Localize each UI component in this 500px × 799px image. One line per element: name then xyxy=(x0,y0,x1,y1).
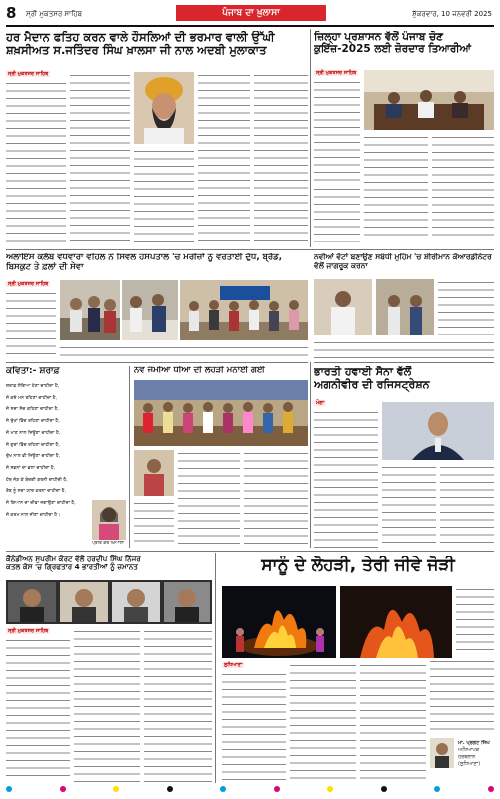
court-column-1 xyxy=(6,637,70,782)
lead-story-column-4 xyxy=(198,72,250,246)
poem-line: ਦੁੱਖ ਨਾਲ ਵੀ ਜਿਊਣਾ ਚਾਹੀਦਾ ਹੈ, xyxy=(6,454,61,460)
hospital-headline: ਅਲਾਇੰਸ ਕਲੱਬ ਵਧਵਾਰਾ ਵਹਿਲ ਨੇ ਸਿਵਲ ਹਸਪਤਾਲ 'ਚ ਮਰੀਜ਼ਾਂ ਨੂੰ ਵਰਤਾਈ ਦੁੱਧ, ਬ੍ਰੈਡ, ਬਿਸਕੁਟ ਤੇ ਫ਼ਲਾਂ ਦੀ ਸੇਵਾ xyxy=(6,253,282,272)
admin-story-column-1b xyxy=(314,186,360,242)
lohri-fire-photo xyxy=(340,586,452,658)
poem-headline: ਕਵਿਤਾ:- ਸ਼ਰਾਫ਼ xyxy=(6,366,60,376)
accused-photos xyxy=(6,580,212,624)
poem-line: ਹੱਥ ਜੋੜ ਕੇ ਬੰਦਗੀ ਕਰਨੀ ਚਾਹੀਦੀ ਹੈ, xyxy=(6,477,68,483)
lohri-main-column-3 xyxy=(360,662,426,782)
registration-dot xyxy=(6,786,12,792)
court-headline-line2: ਕਤਲ ਕੇਸ 'ਚ ਗ੍ਰਿਫਤਾਰ 4 ਭਾਰਤੀਆਂ ਨੂੰ ਜ਼ਮਾਨਤ xyxy=(6,562,138,572)
lohri-daughters-photo xyxy=(134,380,308,446)
admin-story-column-1 xyxy=(314,79,360,181)
admin-headline: ਜ਼ਿਲ੍ਹਾ ਪ੍ਰਸ਼ਾਸਨ ਵੱਲੋਂ ਪੰਜਾਬ ਚੋਣ ਕੁਇੱਜ਼-2025 ਲਈ ਜ਼ੋਰਦਾਰ ਤਿਆਰੀਆਂ xyxy=(314,31,471,56)
column-divider xyxy=(215,553,216,783)
court-headline xyxy=(6,555,212,577)
registration-dot xyxy=(488,786,494,792)
lohri-daughters-column-0 xyxy=(134,500,174,548)
hospital-photo-3 xyxy=(180,280,308,340)
byline: ਸ੍ਰੀ ਮੁਕਤਸਰ ਸਾਹਿਬ xyxy=(316,70,357,76)
lohri-daughters-column-1 xyxy=(178,450,240,548)
voters-photo-2 xyxy=(376,279,434,335)
hospital-story-column xyxy=(6,290,56,358)
registration-dot xyxy=(381,786,387,792)
registration-dot xyxy=(167,786,173,792)
registration-dot xyxy=(113,786,119,792)
lead-headline-line2: ਸ਼ਖ਼ਸੀਅਤ ਸ.ਜਤਿੰਦਰ ਸਿੰਘ ਖ਼ਾਲਸਾ ਜੀ ਨਾਲ ਅਦਬੀ ਮੁਲਾਕਾਤ xyxy=(6,43,267,58)
official-portrait xyxy=(382,402,494,460)
column-divider xyxy=(129,366,130,548)
registration-dot xyxy=(60,786,66,792)
agniveer-column-3 xyxy=(440,464,494,548)
header-rule xyxy=(6,25,494,27)
voters-photo-1 xyxy=(314,279,372,335)
hospital-story-text xyxy=(60,344,308,358)
poem-line: ਜੋ ਕਦੇ ਮਨ ਰਹਿਣਾ ਚਾਹੀਦਾ ਹੈ, xyxy=(6,395,58,401)
agniveer-column-2 xyxy=(382,464,436,548)
page-number: 8 xyxy=(6,4,17,22)
lohri-main-column-4 xyxy=(430,658,494,734)
section-divider xyxy=(6,249,494,250)
byline: ਸ੍ਰੀ ਮੁਕਤਸਰ ਸਾਹਿਬ xyxy=(8,71,49,77)
court-column-3 xyxy=(144,628,212,782)
voters-headline: ਨਵੀਆਂ ਵੋਟਾਂ ਬਣਾਉਣ ਸਬੰਧੀ ਮੁਹਿੰਮ 'ਚ ਸ਼ੀਰੀਮਾਨ ਕੋਆਰਡੀਨੇਟਰ ਵੱਲੋਂ ਜਾਗਰੂਕ ਕਰਨਾ xyxy=(314,253,492,270)
lohri-daughters-headline: ਨਵ ਜੰਮੀਆ ਧੀਆ ਦੀ ਲੋਹੜੀ ਮਨਾਈ ਗਈ xyxy=(134,366,265,375)
section-divider xyxy=(6,551,494,552)
poem-line: ਜੋ ਸਦਾ ਸੱਚ ਕਹਿਣਾ ਚਾਹੀਦਾ ਹੈ, xyxy=(6,407,59,413)
edition-city: ਸ੍ਰੀ ਮੁਕਤਸਰ ਸਾਹਿਬ xyxy=(26,10,83,18)
page-header xyxy=(6,4,494,24)
author-name: ਮਾ. ਪ੍ਰਗਟ ਸਿੰਘ xyxy=(458,740,490,746)
author-details: ਅਧਿਆਪਕ ਹਰਬਲਾਨ (ਲੁਧਿਆਣਾ) xyxy=(458,747,481,767)
lohri-main-column-1 xyxy=(222,671,286,782)
hospital-photo-1 xyxy=(60,280,120,340)
agniveer-column-1 xyxy=(314,409,378,548)
lead-headline xyxy=(6,31,308,67)
registration-dot xyxy=(327,786,333,792)
lead-story-column-3 xyxy=(134,148,194,246)
voters-story-column xyxy=(438,279,494,335)
lohri-daughters-column-2 xyxy=(244,450,308,548)
portrait-photo xyxy=(134,72,194,144)
lead-story-column-1 xyxy=(6,80,66,246)
poem-line: ਜੋ ਮਾਣ ਨਾਲ ਜਿਊਣਾ ਚਾਹੀਦਾ ਹੈ, xyxy=(6,430,61,436)
admin-story-column-2 xyxy=(364,134,428,242)
voters-story-text xyxy=(314,339,494,358)
author-photo xyxy=(430,738,454,768)
poem-line: ਜੋ ਸਭਨਾਂ ਦਾ ਭਲਾ ਚਾਹੀਦਾ ਹੈ, xyxy=(6,465,56,471)
admin-story-column-3 xyxy=(432,134,494,242)
column-divider xyxy=(310,29,311,247)
lead-headline-line1: ਹਰ ਮੈਦਾਨ ਫਤਿਹ ਕਰਨ ਵਾਲੇ ਹੌਸਲਿਆਂ ਦੀ ਭਰਮਾਰ ਵਾਲੀ ਉੱਘੀ xyxy=(6,31,275,44)
section-divider xyxy=(314,362,494,363)
print-registration-marks xyxy=(6,786,494,792)
byline: ਸ੍ਰੀ ਮੁਕਤਸਰ ਸਾਹਿਬ xyxy=(8,281,49,287)
lohri-bonfire-photo xyxy=(222,586,336,658)
court-headline-line1: ਕੈਨੇਡੀਅਨ ਸੁਪਰੀਮ ਕੋਰਟ ਵੱਲੋਂ ਹਰਦੀਪ ਸਿੰਘ ਨਿੱਜਰ xyxy=(6,555,141,563)
lead-story-column-5 xyxy=(254,72,308,246)
issue-date: ਸ਼ੁੱਕਰਵਾਰ, 10 ਜਨਵਰੀ 2025 xyxy=(412,10,492,18)
inset-photo xyxy=(134,450,174,496)
court-column-2 xyxy=(74,628,140,782)
agniveer-headline-line1: ਭਾਰਤੀ ਹਵਾਈ ਸੈਨਾ ਵੱਲੋਂ xyxy=(314,366,412,378)
section-divider xyxy=(6,362,308,363)
meeting-photo xyxy=(364,70,494,130)
author-box xyxy=(458,740,494,770)
lohri-main-headline: ਸਾਨੂੰ ਦੇ ਲੋਹੜੀ, ਤੇਰੀ ਜੀਵੇ ਜੋੜੀ xyxy=(261,556,455,575)
hospital-photo-2 xyxy=(122,280,178,340)
poem-line: ਰੱਬ ਨੂੰ ਸਦਾ ਯਾਦ ਕਰਨਾ ਚਾਹੀਦਾ ਹੈ, xyxy=(6,489,67,495)
lohri-main-column-intro xyxy=(456,586,494,654)
byline: ਸ੍ਰੀ ਮੁਕਤਸਰ ਸਾਹਿਬ xyxy=(8,628,49,634)
registration-dot xyxy=(220,786,226,792)
section-title: ਪੰਜਾਬ ਦਾ ਖ਼ੁਲਾਸਾ xyxy=(176,5,326,21)
poem-line: ਜੋ ਕਰਮ ਨਾਲ ਜੀਣਾ ਚਾਹੀਦਾ ਹੈ। xyxy=(6,512,61,518)
column-divider xyxy=(310,362,311,548)
byline: ਮੋਗਾ xyxy=(316,400,325,406)
agniveer-headline-line2: ਅਗਨੀਵੀਰ ਦੀ ਰਜਿਸਟ੍ਰੇਸ਼ਨ xyxy=(314,377,430,391)
registration-dot xyxy=(274,786,280,792)
poet-photo xyxy=(92,500,126,540)
lead-story-column-2 xyxy=(70,72,130,246)
poem-line: ਜੋ ਦੁੱਖਾਂ ਵਿੱਚ ਰਹਿਣਾ ਚਾਹੀਦਾ ਹੈ, xyxy=(6,419,60,425)
registration-dot xyxy=(434,786,440,792)
agniveer-headline xyxy=(314,366,494,396)
poem-line: ਜੋ ਗਿਆਨ ਦਾ ਦੀਵਾ ਜਗਾਉਣਾ ਚਾਹੀਦਾ ਹੈ, xyxy=(6,501,76,507)
poet-caption: ਪ੍ਰੀਤ ਕੌਰ ਖ਼ਿਆਲਾ xyxy=(92,541,125,546)
byline: ਲੁਧਿਆਣਾ xyxy=(224,662,243,668)
poem-line: ਸ਼ਰਾਫ਼ ਲੱਗਿਆ ਹੋਣਾ ਚਾਹੀਦਾ ਹੈ, xyxy=(6,384,60,389)
lohri-main-column-2 xyxy=(290,662,356,782)
poem-line: ਜੋ ਗੁਰਾਂ ਵਿੱਚ ਰਹਿਣਾ ਚਾਹੀਦਾ ਹੈ, xyxy=(6,442,60,448)
